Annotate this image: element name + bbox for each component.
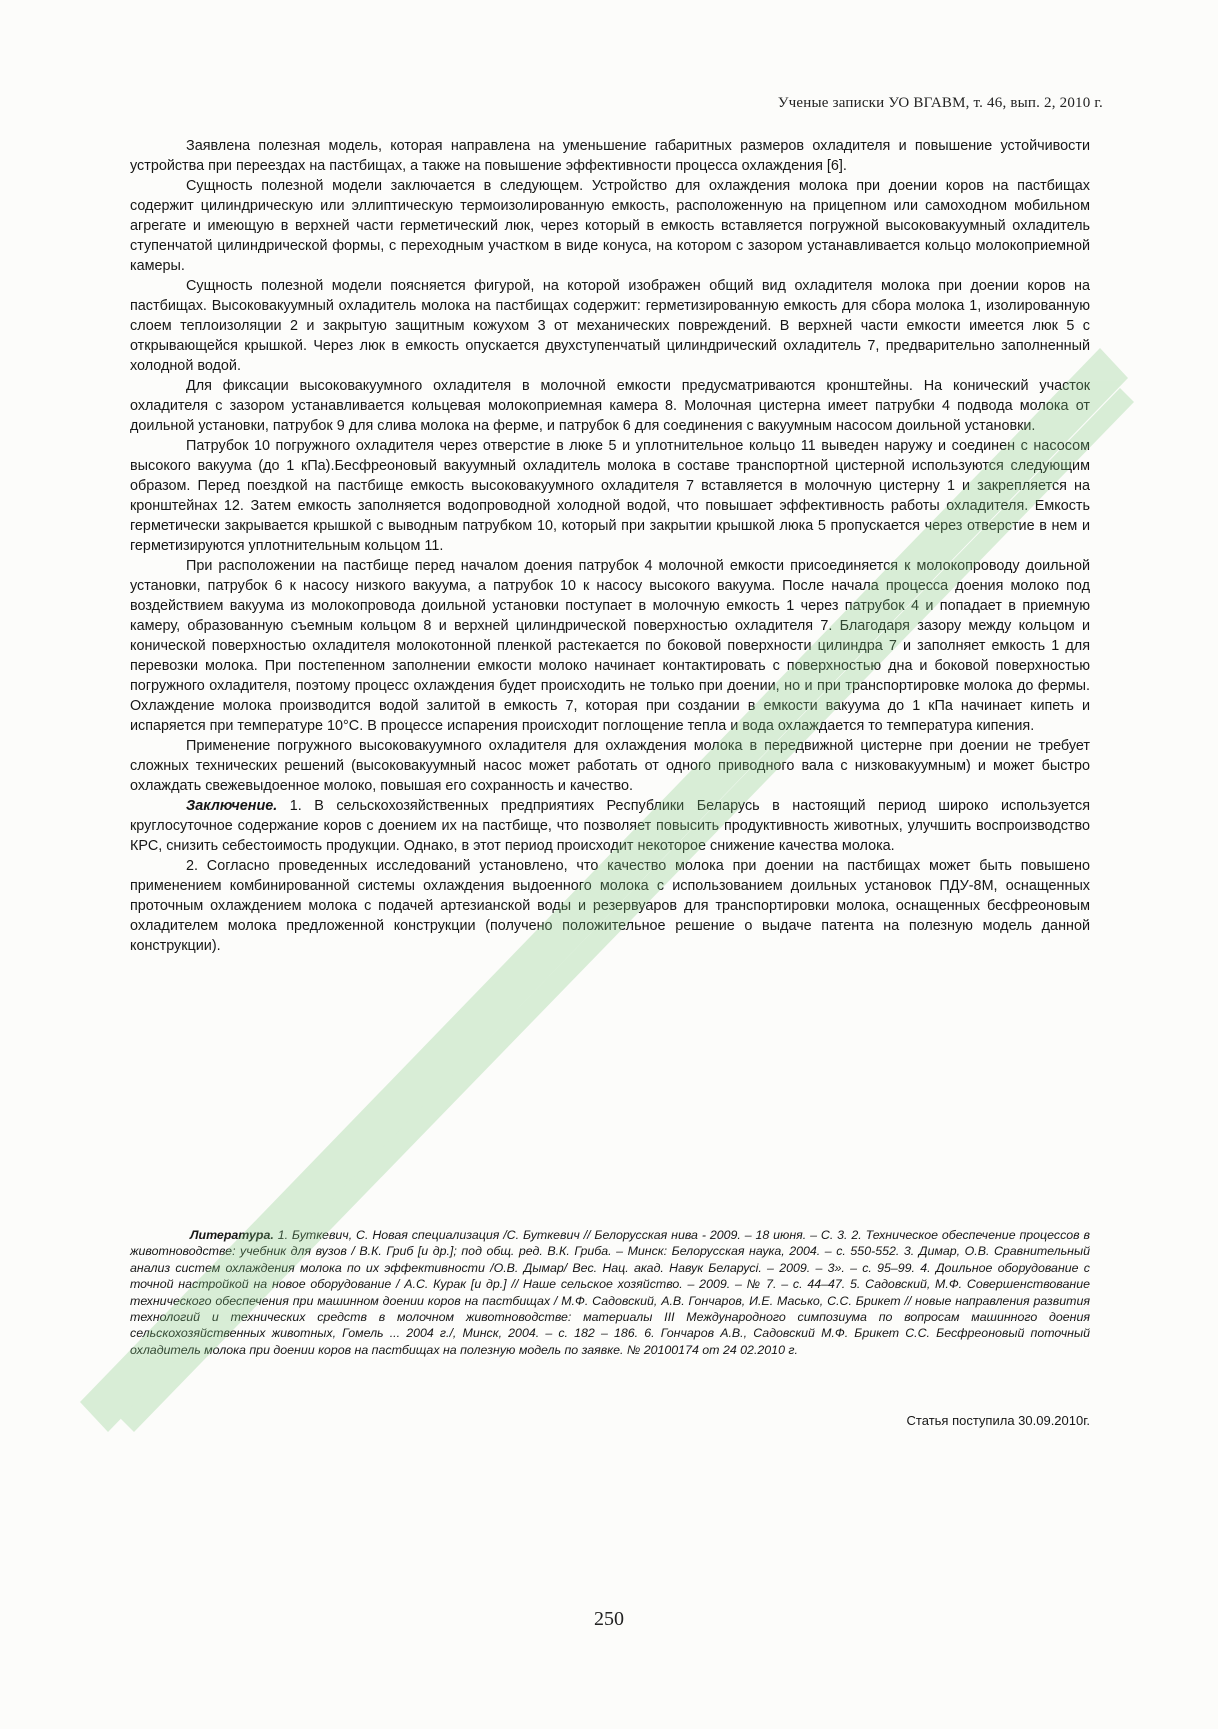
article-body — [130, 136, 1090, 956]
paragraph: 2. Согласно проведенных исследований установлено, что качество молока при доении на пастбищах может быть повышено применением комбинированной системы охлаждения выдоенного молока с использованием доильных установок ПДУ-8М, оснащенных проточным охлаждением молока с подачей артезианской воды и резервуаров для транспортировки молока, оснащенных бесфреоновым охладителем молока предложенной конструкции (получено положительное решение о выдаче патента на полезную модель данной конструкции). — [130, 858, 1090, 954]
references — [130, 1227, 1090, 1358]
references-label: Литература. — [190, 1228, 274, 1242]
conclusion-paragraph — [130, 796, 1090, 856]
paragraph: Сущность полезной модели заключается в следующем. Устройство для охлаждения молока при доении коров на пастбищах содержит цилиндрическую или эллиптическую термоизолированную емкость, расположенную на прицепном или самоходном мобильном агрегате и имеющую в верхней части герметический люк, через который в емкость вставляется погружной высоковакуумный охладитель ступенчатой цилиндрической формы, с переходным участком в виде конуса, на котором с зазором устанавливается кольцо молокоприемной камеры. — [130, 178, 1090, 274]
running-header: Ученые записки УО ВГАВМ, т. 46, вып. 2, 2010 г. — [777, 95, 1103, 111]
paragraph: Для фиксации высоковакуумного охладителя в молочной емкости предусматриваются кронштейны. На конический участок охладителя с зазором устанавливается кольцевая молокоприемная камера 8. Молочная цистерна имеет патрубки 4 подвода молока от доильной установки, патрубок 9 для слива молока на ферме, и патрубок 6 для соединения с вакуумным насосом доильной установки. — [130, 378, 1090, 434]
paragraph: Сущность полезной модели поясняется фигурой, на которой изображен общий вид охладителя молока при доении коров на пастбищах. Высоковакуумный охладитель молока на пастбищах содержит: герметизированную емкость для сбора молока 1, изолированную слоем теплоизоляции 2 и закрытую защитным кожухом 3 от механических повреждений. В верхней части емкости имеется люк 5 с открывающейся крышкой. Через люк в емкость опускается двухступенчатый цилиндрический охладитель 7, предварительно заполненный холодной водой. — [130, 278, 1090, 374]
paragraph: Применение погружного высоковакуумного охладителя для охлаждения молока в передвижной цистерне при доении не требует сложных технических решений (высоковакуумный насос может работать от одного приводного вала с низковакуумным) и может быстро охлаждать свежевыдоенное молоко, повышая его сохранность и качество. — [130, 738, 1090, 794]
paragraph: При расположении на пастбище перед началом доения патрубок 4 молочной емкости присоединяется к молокопроводу доильной установки, патрубок 6 к насосу низкого вакуума, а патрубок 10 к насосу высокого вакуума. После начала процесса доения молоко под воздействием вакуума из молокопровода доильной установки поступает в молочную емкость 1 через патрубок 4 и попадает в приемную камеру, образованную съемным кольцом 8 и верхней цилиндрической поверхностью охладителя 7. Благодаря зазору между кольцом и конической поверхностью охладителя молокотонной пленкой растекается по боковой поверхности цилиндра 7 и заполняет емкость 1 для перевозки молока. При постепенном заполнении емкости молоко начинает контактировать с поверхностью дна и боковой поверхностью погружного охладителя, поэтому процесс охлаждения будет происходить не только при доении, но и при транспортировке молока до фермы. Охлаждение молока производится водой залитой в емкость 7, которая при создании в емкости вакуума до 1 кПа начинает кипеть и испаряется при температуре 10°С. В процессе испарения происходит поглощение тепла и вода охлаждается то температура кипения. — [130, 558, 1090, 734]
paragraph: Заявлена полезная модель, которая направлена на уменьшение габаритных размеров охладителя и повышение устойчивости устройства при переездах на пастбищах, а также на повышение эффективности процесса охлаждения [6]. — [130, 138, 1090, 174]
conclusion-text: 1. В сельскохозяйственных предприятиях Республики Беларусь в настоящий период широко используется круглосуточное содержание коров с доением их на пастбище, что позволяет повысить продуктивность животных, улучшить воспроизводство КРС, снизить себестоимость продукции. Однако, в этот период происходит некоторое снижение качества молока. — [130, 798, 1090, 854]
references-text: 1. Буткевич, С. Новая специализация /С. Буткевич // Белорусская нива - 2009. – 18 июня. – С. 3. 2. Техническое обеспечение процессов в животноводстве: учебник для вузов / В.К. Гриб [и др.]; под общ. ред. В.К. Гриба. – Минск: Белорусская наука, 2004. – с. 550-552. 3. Димар, О.В. Сравнительный анализ систем охлаждения молока по их эффективности /О.В. Дымар/ Вес. Нац. акад. Навук Беларусі. – 2009. – 3». – с. 95–99. 4. Доильное оборудование с точной настройкой на новое оборудование / А.С. Курак [и др.] // Наше сельское хозяйство. – 2009. – № 7. – с. 44–47. 5. Садовский, М.Ф. Совершенствование технического обеспечения при машинном доении коров на пастбищах / М.Ф. Садовский, А.В. Гончаров, И.Е. Масько, С.С. Брикет // новые направления развития технологий и технических средств в молочном животноводстве: материалы III Международного симпозиума по вопросам машинного доения сельскохозяйственных животных, Гомель ... 2004 г./, Минск, 2004. – с. 182 – 186. 6. Гончаров А.В., Садовский М.Ф. Брикет С.С. Бесфреоновый поточный охладитель молока при доении коров на пастбищах на полезную модель по заявке. № 20100174 от 24 02.2010 г. — [130, 1228, 1090, 1357]
conclusion-label: Заключение. — [186, 798, 278, 814]
paragraph: Патрубок 10 погружного охладителя через отверстие в люке 5 и уплотнительное кольцо 11 выведен наружу и соединен с насосом высокого вакуума (до 1 кПа).Бесфреоновый вакуумный охладитель молока в составе транспортной цистерной используются следующим образом. Перед поездкой на пастбище емкость высоковакуумного охладителя 7 вставляется в молочную цистерну 1 и закрепляется на кронштейнах 12. Затем емкость заполняется водопроводной холодной водой, что повышает эффективность работы охладителя. Емкость герметически закрывается крышкой с выводным патрубком 10, который при закрытии крышкой люка 5 пропускается через отверстие в нем и герметизируются уплотнительным кольцом 11. — [130, 438, 1090, 554]
page-number: 250 — [594, 1608, 624, 1630]
received-date: Статья поступила 30.09.2010г. — [906, 1413, 1090, 1428]
